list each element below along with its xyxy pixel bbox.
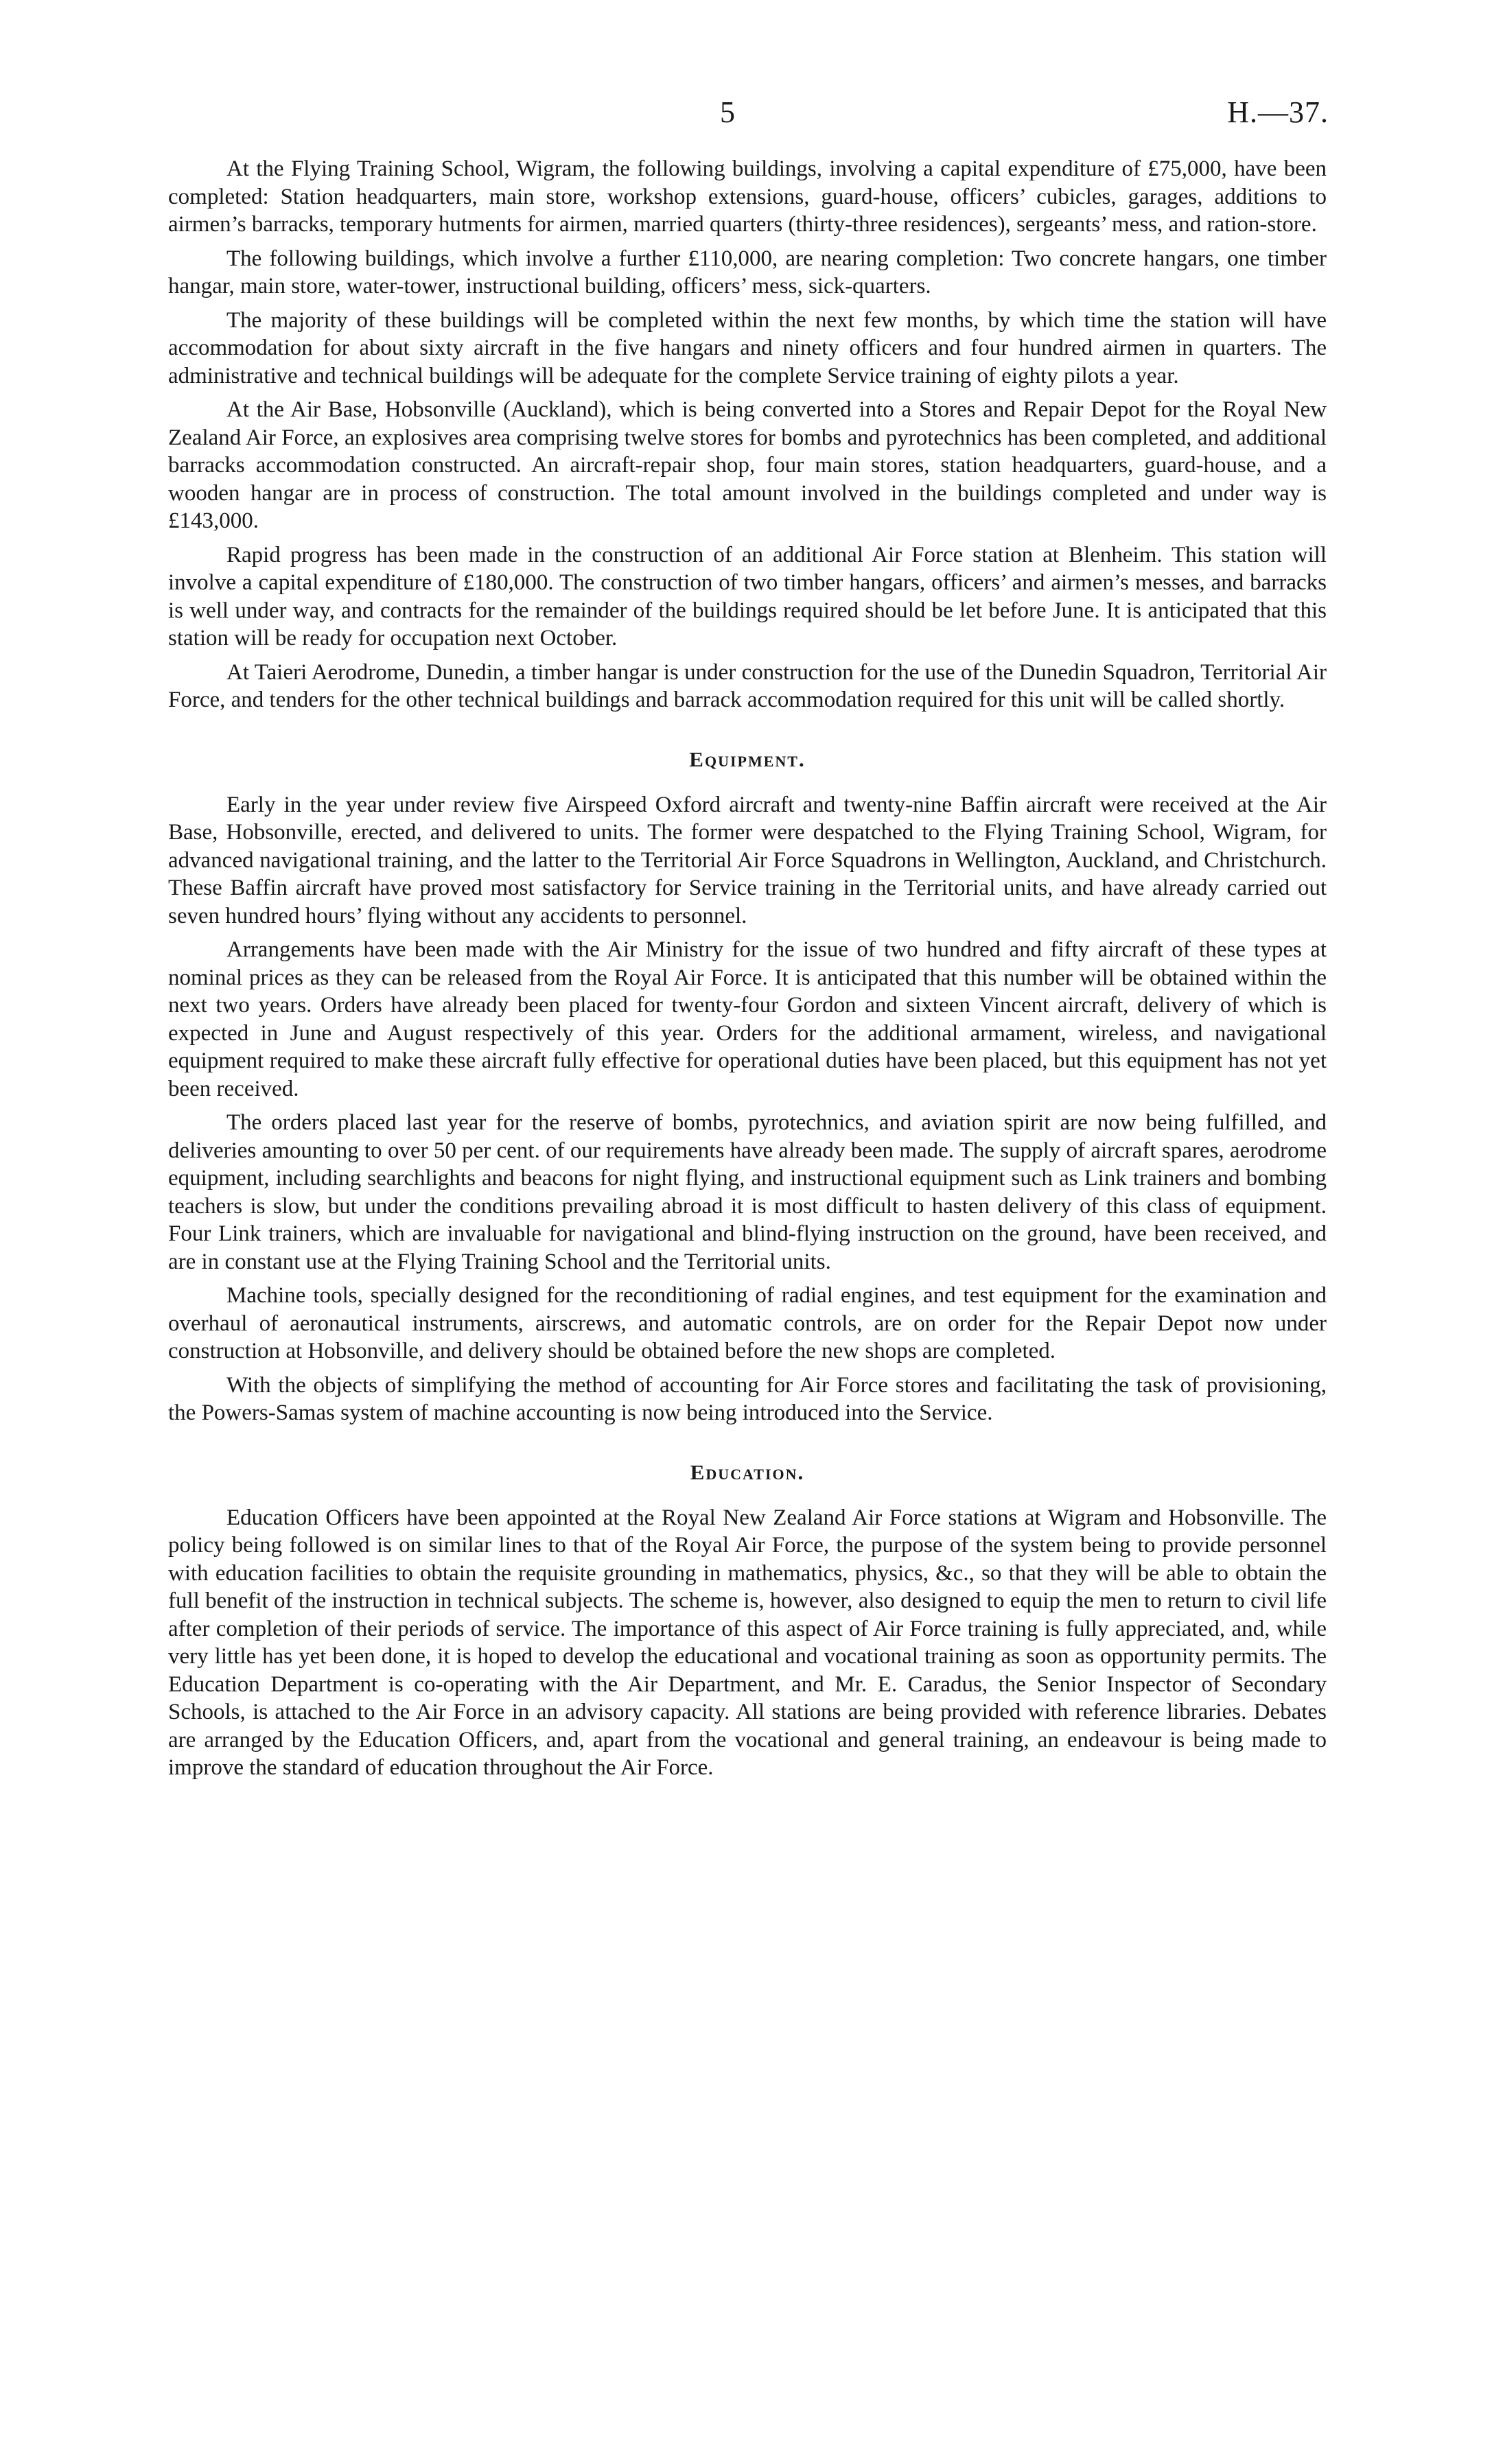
paragraph-reserve-orders: The orders placed last year for the reserve of bombs, pyrotechnics, and aviation spirit are now being fulfilled, and deliveries amounting to over 50 per cent. of our requirements have already been made. The supply of aircraft spares, aerodrome equipment, including searchlights and beacons for night flying, and instructional equipment such as Link trainers and bombing teachers is slow, but under the conditions prevailing abroad it is most difficult to hasten delivery of this class of equipment. Four Link trainers, which are invaluable for navigational and blind-flying instruction on the ground, have been received, and are in constant use at the Flying Training School and the Territorial units. xyxy=(168,1110,1327,1274)
document-reference: H.—37. xyxy=(1227,95,1329,129)
paragraph-aircraft-received: Early in the year under review five Airspeed Oxford aircraft and twenty-nine Baffin aircraft were received at the Air Base, Hobsonville, erected, and delivered to units. The former were despatched to the Flying Training School, Wigram, for advanced navigational training, and the latter to the Territorial Air Force Squadrons in Wellington, Auckland, and Christchurch. These Baffin aircraft have proved most satisfactory for Service training in the Territorial units, and have already carried out seven hundred hours’ flying without any accidents to personnel. xyxy=(168,792,1327,928)
paragraph-machine-tools: Machine tools, specially designed for the reconditioning of radial engines, and test equipment for the examination and overhaul of aeronautical instruments, airscrews, and automatic controls, are on order for the Repair Depot now under construction at Hobsonville, and delivery should be obtained before the new shops are completed. xyxy=(168,1283,1327,1363)
paragraph-blenheim: Rapid progress has been made in the construction of an additional Air Force station at Blenheim. This station will involve a capital expenditure of £180,000. The construction of two timber hangars, officers’ and airmen’s messes, and barracks is well under way, and contracts for the remainder of the buildings required should be let before June. It is anticipated that this station will be ready for occupation next October. xyxy=(168,542,1327,650)
section-heading-equipment: Equipment. xyxy=(689,747,806,771)
paragraph-education-officers: Education Officers have been appointed at the Royal New Zealand Air Force stations at Wigram and Hobsonville. The policy being followed is on similar lines to that of the Royal Air Force, the purpose of the system being to provide personnel with education facilities to obtain the requisite grounding in mathematics, physics, &c., so that they will be able to obtain the full benefit of the instruction in technical subjects. The scheme is, however, also designed to equip the men to return to civil life after completion of their periods of service. The importance of this aspect of Air Force training is fully appreciated, and, while very little has yet been done, it is hoped to develop the educational and vocational training as soon as opportunity permits. The Education Department is co-operating with the Air Department, and Mr. E. Caradus, the Senior Inspector of Secondary Schools, is attached to the Air Force in an advisory capacity. All stations are being provided with reference libraries. Debates are arranged by the Education Officers, and, apart from the vocational and general training, an endeavour is being made to improve the standard of education throughout the Air Force. xyxy=(168,1505,1327,1780)
paragraph-air-ministry: Arrangements have been made with the Air Ministry for the issue of two hundred and fifty aircraft of these types at nominal prices as they can be released from the Royal Air Force. It is anticipated that this number will be obtained within the next two years. Orders have already been placed for twenty-four Gordon and sixteen Vincent aircraft, delivery of which is expected in June and August respectively of this year. Orders for the additional armament, wireless, and navigational equipment required to make these aircraft fully effective for operational duties have been placed, but this equipment has not yet been received. xyxy=(168,937,1327,1101)
paragraph-wigram-accommodation: The majority of these buildings will be completed within the next few months, by which time the station will have accommodation for about sixty aircraft in the five hangars and ninety officers and four hundred airmen in quarters. The administrative and technical buildings will be adequate for the complete Service training of eighty pilots a year. xyxy=(168,307,1327,388)
paragraph-hobsonville: At the Air Base, Hobsonville (Auckland), which is being converted into a Stores and Repair Depot for the Royal New Zealand Air Force, an explosives area comprising twelve stores for bombs and pyrotechnics has been completed, and additional barracks accommodation constructed. An aircraft-repair shop, four main stores, station headquarters, guard-house, and a wooden hangar are in process of construction. The total amount involved in the buildings completed and under way is £143,000. xyxy=(168,397,1327,533)
page-number: 5 xyxy=(720,95,735,129)
paragraph-accounting: With the objects of simplifying the method of accounting for Air Force stores and facilitating the task of provisioning, the Powers-Samas system of machine accounting is now being introduced into the Service. xyxy=(168,1372,1327,1425)
paragraph-wigram-nearing: The following buildings, which involve a further £110,000, are nearing completion: Two concrete hangars, one timber hangar, main store, water-tower, instructional building, officers’ mess, sick-quarters. xyxy=(168,246,1327,298)
body-text xyxy=(168,155,1327,1788)
section-heading-education: Education. xyxy=(690,1459,805,1484)
paragraph-taieri: At Taieri Aerodrome, Dunedin, a timber hangar is under construction for the use of the Dunedin Squadron, Territorial Air Force, and tenders for the other technical buildings and barrack accommodation required for this unit will be called shortly. xyxy=(168,659,1327,712)
paragraph-wigram-completed: At the Flying Training School, Wigram, the following buildings, involving a capital expenditure of £75,000, have been completed: Station headquarters, main store, workshop extensions, guard-house, officers’ cubicles, garages, additions to airmen’s barracks, temporary hutments for airmen, married quarters (thirty-three residences), sergeants’ mess, and ration-store. xyxy=(168,156,1327,237)
